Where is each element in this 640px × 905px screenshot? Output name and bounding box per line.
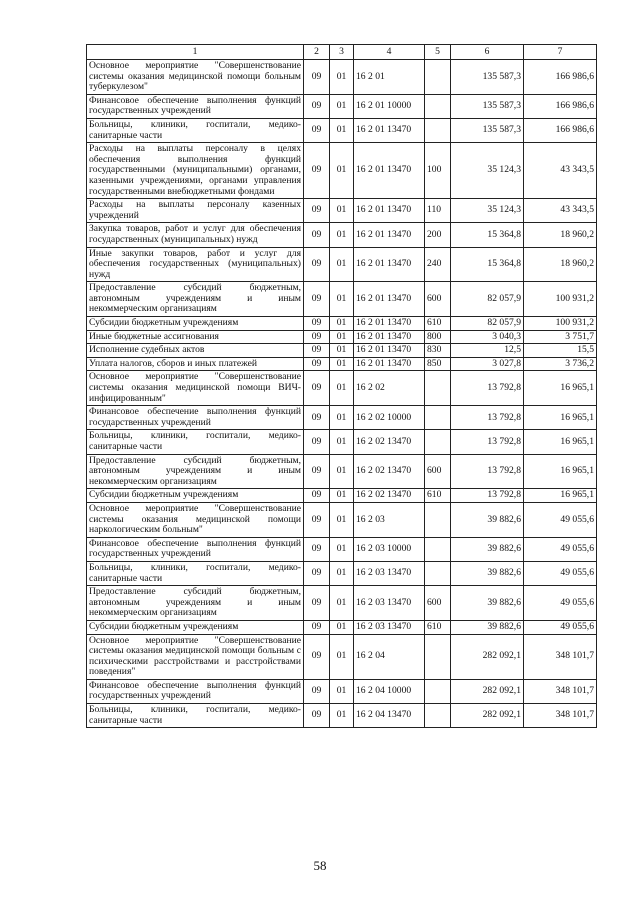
table-row: [87, 704, 597, 728]
table-body: [87, 60, 597, 728]
table-row: [87, 537, 597, 561]
header-cell: 4: [354, 45, 425, 60]
section-cell: 09: [304, 561, 330, 585]
table-row: [87, 330, 597, 344]
table-row: [87, 223, 597, 247]
subsection-cell: 01: [330, 344, 354, 358]
table-row: [87, 634, 597, 679]
target-article-cell: 16 2 03 13470: [354, 620, 425, 634]
section-cell: 09: [304, 430, 330, 454]
section-cell: 09: [304, 247, 330, 282]
row-name-cell: Больницы, клиники, госпитали, медико-санитарные части: [87, 430, 304, 454]
subsection-cell: 01: [330, 223, 354, 247]
subsection-cell: 01: [330, 704, 354, 728]
section-cell: 09: [304, 679, 330, 703]
expense-type-cell: 610: [425, 489, 451, 503]
section-cell: 09: [304, 704, 330, 728]
target-article-cell: 16 2 02 10000: [354, 406, 425, 430]
amount-year2-cell: 348 101,7: [524, 634, 597, 679]
target-article-cell: 16 2 02 13470: [354, 454, 425, 489]
amount-year2-cell: 16 965,1: [524, 489, 597, 503]
section-cell: 09: [304, 223, 330, 247]
amount-year1-cell: 35 124,3: [451, 143, 524, 199]
section-cell: 09: [304, 118, 330, 142]
subsection-cell: 01: [330, 620, 354, 634]
expense-type-cell: [425, 679, 451, 703]
amount-year2-cell: 16 965,1: [524, 430, 597, 454]
header-cell: 5: [425, 45, 451, 60]
subsection-cell: 01: [330, 317, 354, 331]
subsection-cell: 01: [330, 430, 354, 454]
target-article-cell: 16 2 01: [354, 60, 425, 95]
section-cell: 09: [304, 344, 330, 358]
row-name-cell: Больницы, клиники, госпитали, медико-санитарные части: [87, 704, 304, 728]
budget-table: [86, 44, 597, 728]
amount-year1-cell: 82 057,9: [451, 282, 524, 317]
section-cell: 09: [304, 143, 330, 199]
row-name-cell: Исполнение судебных актов: [87, 344, 304, 358]
table-row: [87, 143, 597, 199]
amount-year2-cell: 166 986,6: [524, 118, 597, 142]
amount-year1-cell: 135 587,3: [451, 60, 524, 95]
section-cell: 09: [304, 94, 330, 118]
section-cell: 09: [304, 620, 330, 634]
row-name-cell: Финансовое обеспечение выполнения функций государственных учреждений: [87, 537, 304, 561]
row-name-cell: Предоставление субсидий бюджетным, автономным учреждениям и иным некоммерческим организациям: [87, 454, 304, 489]
subsection-cell: 01: [330, 357, 354, 371]
target-article-cell: 16 2 02: [354, 371, 425, 406]
amount-year2-cell: 100 931,2: [524, 282, 597, 317]
section-cell: 09: [304, 317, 330, 331]
amount-year2-cell: 166 986,6: [524, 94, 597, 118]
header-cell: 7: [524, 45, 597, 60]
header-cell: 2: [304, 45, 330, 60]
section-cell: 09: [304, 357, 330, 371]
expense-type-cell: 100: [425, 143, 451, 199]
amount-year1-cell: 82 057,9: [451, 317, 524, 331]
table-row: [87, 199, 597, 223]
target-article-cell: 16 2 01 13470: [354, 118, 425, 142]
amount-year1-cell: 39 882,6: [451, 586, 524, 621]
table-row: [87, 60, 597, 95]
target-article-cell: 16 2 01 13470: [354, 357, 425, 371]
amount-year2-cell: 166 986,6: [524, 60, 597, 95]
target-article-cell: 16 2 01 13470: [354, 199, 425, 223]
section-cell: 09: [304, 330, 330, 344]
row-name-cell: Финансовое обеспечение выполнения функций государственных учреждений: [87, 94, 304, 118]
target-article-cell: 16 2 01 13470: [354, 282, 425, 317]
target-article-cell: 16 2 01 13470: [354, 247, 425, 282]
table-header-row: [87, 45, 597, 60]
amount-year2-cell: 49 055,6: [524, 561, 597, 585]
table-row: [87, 357, 597, 371]
table-row: [87, 454, 597, 489]
target-article-cell: 16 2 03 13470: [354, 586, 425, 621]
amount-year2-cell: 16 965,1: [524, 454, 597, 489]
target-article-cell: 16 2 04: [354, 634, 425, 679]
header-cell: 1: [87, 45, 304, 60]
target-article-cell: 16 2 04 13470: [354, 704, 425, 728]
section-cell: 09: [304, 489, 330, 503]
expense-type-cell: 610: [425, 620, 451, 634]
expense-type-cell: [425, 371, 451, 406]
row-name-cell: Основное мероприятие "Совершенствование системы оказания медицинской помощи ВИЧ-инфицированным": [87, 371, 304, 406]
amount-year2-cell: 3 736,2: [524, 357, 597, 371]
row-name-cell: Иные закупки товаров, работ и услуг для обеспечения государственных (муниципальных) нужд: [87, 247, 304, 282]
amount-year1-cell: 3 027,8: [451, 357, 524, 371]
expense-type-cell: [425, 430, 451, 454]
row-name-cell: Финансовое обеспечение выполнения функций государственных учреждений: [87, 406, 304, 430]
amount-year1-cell: 39 882,6: [451, 620, 524, 634]
table-row: [87, 620, 597, 634]
row-name-cell: Расходы на выплаты персоналу в целях обеспечения выполнения функций государственными (муниципальными) органами, казенными учреждениями, органами управления государственными внебюджетными фондами: [87, 143, 304, 199]
amount-year2-cell: 348 101,7: [524, 704, 597, 728]
target-article-cell: 16 2 03: [354, 502, 425, 537]
amount-year1-cell: 3 040,3: [451, 330, 524, 344]
amount-year1-cell: 35 124,3: [451, 199, 524, 223]
table-row: [87, 406, 597, 430]
subsection-cell: 01: [330, 371, 354, 406]
subsection-cell: 01: [330, 634, 354, 679]
row-name-cell: Больницы, клиники, госпитали, медико-санитарные части: [87, 118, 304, 142]
amount-year2-cell: 18 960,2: [524, 223, 597, 247]
row-name-cell: Предоставление субсидий бюджетным, автономным учреждениям и иным некоммерческим организациям: [87, 282, 304, 317]
section-cell: 09: [304, 454, 330, 489]
subsection-cell: 01: [330, 143, 354, 199]
expense-type-cell: 240: [425, 247, 451, 282]
row-name-cell: Иные бюджетные ассигнования: [87, 330, 304, 344]
expense-type-cell: [425, 406, 451, 430]
table-row: [87, 94, 597, 118]
amount-year1-cell: 13 792,8: [451, 406, 524, 430]
subsection-cell: 01: [330, 502, 354, 537]
amount-year1-cell: 282 092,1: [451, 704, 524, 728]
expense-type-cell: [425, 60, 451, 95]
amount-year1-cell: 135 587,3: [451, 94, 524, 118]
amount-year2-cell: 15,5: [524, 344, 597, 358]
expense-type-cell: [425, 704, 451, 728]
amount-year2-cell: 16 965,1: [524, 406, 597, 430]
section-cell: 09: [304, 502, 330, 537]
table-row: [87, 586, 597, 621]
table-row: [87, 679, 597, 703]
subsection-cell: 01: [330, 247, 354, 282]
expense-type-cell: 830: [425, 344, 451, 358]
table-row: [87, 282, 597, 317]
target-article-cell: 16 2 01 13470: [354, 143, 425, 199]
page-number: 58: [313, 858, 327, 873]
amount-year2-cell: 49 055,6: [524, 502, 597, 537]
amount-year1-cell: 13 792,8: [451, 489, 524, 503]
section-cell: 09: [304, 60, 330, 95]
section-cell: 09: [304, 282, 330, 317]
target-article-cell: 16 2 04 10000: [354, 679, 425, 703]
expense-type-cell: [425, 118, 451, 142]
row-name-cell: Уплата налогов, сборов и иных платежей: [87, 357, 304, 371]
subsection-cell: 01: [330, 118, 354, 142]
row-name-cell: Предоставление субсидий бюджетным, автономным учреждениям и иным некоммерческим организациям: [87, 586, 304, 621]
target-article-cell: 16 2 02 13470: [354, 430, 425, 454]
table-row: [87, 502, 597, 537]
target-article-cell: 16 2 01 13470: [354, 330, 425, 344]
row-name-cell: Субсидии бюджетным учреждениям: [87, 620, 304, 634]
amount-year2-cell: 348 101,7: [524, 679, 597, 703]
section-cell: 09: [304, 634, 330, 679]
subsection-cell: 01: [330, 454, 354, 489]
section-cell: 09: [304, 406, 330, 430]
table-row: [87, 317, 597, 331]
subsection-cell: 01: [330, 199, 354, 223]
amount-year1-cell: 282 092,1: [451, 634, 524, 679]
amount-year2-cell: 16 965,1: [524, 371, 597, 406]
expense-type-cell: 600: [425, 282, 451, 317]
amount-year1-cell: 15 364,8: [451, 223, 524, 247]
amount-year2-cell: 100 931,2: [524, 317, 597, 331]
subsection-cell: 01: [330, 282, 354, 317]
amount-year1-cell: 282 092,1: [451, 679, 524, 703]
subsection-cell: 01: [330, 561, 354, 585]
table-row: [87, 247, 597, 282]
expense-type-cell: [425, 537, 451, 561]
expense-type-cell: [425, 502, 451, 537]
subsection-cell: 01: [330, 94, 354, 118]
table-row: [87, 344, 597, 358]
expense-type-cell: 110: [425, 199, 451, 223]
amount-year1-cell: 39 882,6: [451, 502, 524, 537]
target-article-cell: 16 2 01 13470: [354, 344, 425, 358]
target-article-cell: 16 2 03 10000: [354, 537, 425, 561]
table-row: [87, 118, 597, 142]
amount-year1-cell: 135 587,3: [451, 118, 524, 142]
header-cell: 6: [451, 45, 524, 60]
amount-year1-cell: 12,5: [451, 344, 524, 358]
table-row: [87, 561, 597, 585]
amount-year1-cell: 39 882,6: [451, 561, 524, 585]
subsection-cell: 01: [330, 679, 354, 703]
amount-year2-cell: 49 055,6: [524, 537, 597, 561]
row-name-cell: Основное мероприятие "Совершенствование системы оказания медицинской помощи больным туберкулезом": [87, 60, 304, 95]
amount-year2-cell: 3 751,7: [524, 330, 597, 344]
section-cell: 09: [304, 586, 330, 621]
target-article-cell: 16 2 03 13470: [354, 561, 425, 585]
table-row: [87, 489, 597, 503]
target-article-cell: 16 2 01 13470: [354, 317, 425, 331]
row-name-cell: Больницы, клиники, госпитали, медико-санитарные части: [87, 561, 304, 585]
target-article-cell: 16 2 01 13470: [354, 223, 425, 247]
subsection-cell: 01: [330, 330, 354, 344]
row-name-cell: Субсидии бюджетным учреждениям: [87, 489, 304, 503]
row-name-cell: Финансовое обеспечение выполнения функций государственных учреждений: [87, 679, 304, 703]
amount-year2-cell: 43 343,5: [524, 143, 597, 199]
expense-type-cell: 800: [425, 330, 451, 344]
row-name-cell: Основное мероприятие "Совершенствование системы оказания медицинской помощи больным с психическими расстройствами и расстройствами поведения": [87, 634, 304, 679]
expense-type-cell: [425, 561, 451, 585]
expense-type-cell: 600: [425, 586, 451, 621]
target-article-cell: 16 2 01 10000: [354, 94, 425, 118]
subsection-cell: 01: [330, 406, 354, 430]
amount-year1-cell: 15 364,8: [451, 247, 524, 282]
amount-year1-cell: 39 882,6: [451, 537, 524, 561]
row-name-cell: Основное мероприятие "Совершенствование системы оказания медицинской помощи наркологическим больным": [87, 502, 304, 537]
amount-year1-cell: 13 792,8: [451, 371, 524, 406]
row-name-cell: Расходы на выплаты персоналу казенных учреждений: [87, 199, 304, 223]
amount-year2-cell: 18 960,2: [524, 247, 597, 282]
table-row: [87, 430, 597, 454]
expense-type-cell: [425, 94, 451, 118]
amount-year1-cell: 13 792,8: [451, 454, 524, 489]
table-row: [87, 371, 597, 406]
subsection-cell: 01: [330, 60, 354, 95]
expense-type-cell: 200: [425, 223, 451, 247]
amount-year1-cell: 13 792,8: [451, 430, 524, 454]
expense-type-cell: 600: [425, 454, 451, 489]
amount-year2-cell: 43 343,5: [524, 199, 597, 223]
subsection-cell: 01: [330, 537, 354, 561]
row-name-cell: Закупка товаров, работ и услуг для обеспечения государственных (муниципальных) нужд: [87, 223, 304, 247]
subsection-cell: 01: [330, 586, 354, 621]
amount-year2-cell: 49 055,6: [524, 620, 597, 634]
amount-year2-cell: 49 055,6: [524, 586, 597, 621]
section-cell: 09: [304, 371, 330, 406]
header-cell: 3: [330, 45, 354, 60]
row-name-cell: Субсидии бюджетным учреждениям: [87, 317, 304, 331]
expense-type-cell: 850: [425, 357, 451, 371]
expense-type-cell: [425, 634, 451, 679]
subsection-cell: 01: [330, 489, 354, 503]
section-cell: 09: [304, 537, 330, 561]
expense-type-cell: 610: [425, 317, 451, 331]
section-cell: 09: [304, 199, 330, 223]
target-article-cell: 16 2 02 13470: [354, 489, 425, 503]
